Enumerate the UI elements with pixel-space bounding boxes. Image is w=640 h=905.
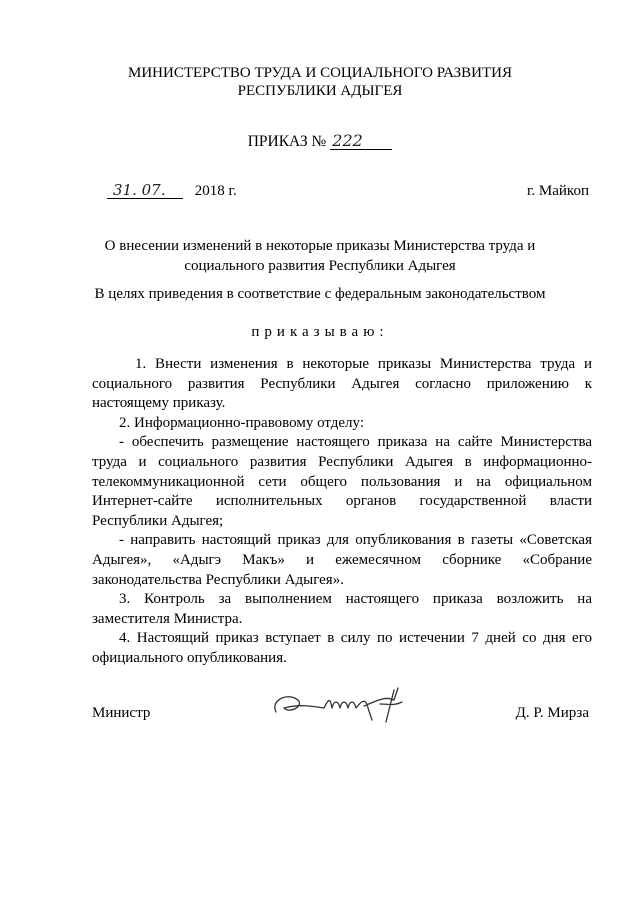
ministry-title-line1: МИНИСТЕРСТВО ТРУДА И СОЦИАЛЬНОГО РАЗВИТИЯ <box>128 65 512 81</box>
order-date-handwritten: 31. 07. <box>107 183 183 199</box>
order-label: ПРИКАЗ № <box>247 133 327 150</box>
date-row <box>107 183 589 200</box>
order-number-handwritten: 222 <box>330 133 392 150</box>
paragraph: - направить настоящий приказ для опубликования в газеты «Советская Адыгея», «Адыгэ Макъ» и ежемесячном сборнике «Собрание законодательства Республики Адыгея». <box>92 532 592 588</box>
paragraph: 1. Внести изменения в некоторые приказы Министерства труда и социального развития Республики Адыгея согласно приложению к настоящему приказу. <box>92 356 592 412</box>
decree-word: приказываю: <box>251 324 389 340</box>
preamble: В целях приведения в соответствие с федеральным законодательством <box>94 286 546 302</box>
order-year: 2018 г. <box>194 183 237 199</box>
order-body <box>92 355 592 669</box>
paragraph: 4. Настоящий приказ вступает в силу по истечении 7 дней со дня его официального опубликования. <box>92 630 592 666</box>
ministry-title-line2: РЕСПУБЛИКИ АДЫГЕЯ <box>237 83 403 99</box>
paragraph: 3. Контроль за выполнением настоящего приказа возложить на заместителя Министра. <box>92 591 592 627</box>
order-subject <box>0 236 640 276</box>
paragraph: 2. Информационно-правовому отделу: <box>119 414 365 431</box>
order-heading <box>0 133 640 151</box>
signatory-position: Министр <box>92 705 151 721</box>
signatory-name: Д. Р. Мирза <box>515 705 589 721</box>
order-city: г. Майкоп <box>526 183 589 199</box>
paragraph: - обеспечить размещение настоящего приказа на сайте Министерства труда и социального развития Республики Адыгея в информационно-телекоммуникационной сети общего пользования и на официальном Интернет-сайте исполнительных органов государственной власти Республики Адыгея; <box>92 434 592 529</box>
subject-line2: социального развития Республики Адыгея <box>184 258 456 274</box>
signature-row <box>92 705 589 722</box>
subject-line1: О внесении изменений в некоторые приказы Министерства труда и <box>104 238 536 254</box>
